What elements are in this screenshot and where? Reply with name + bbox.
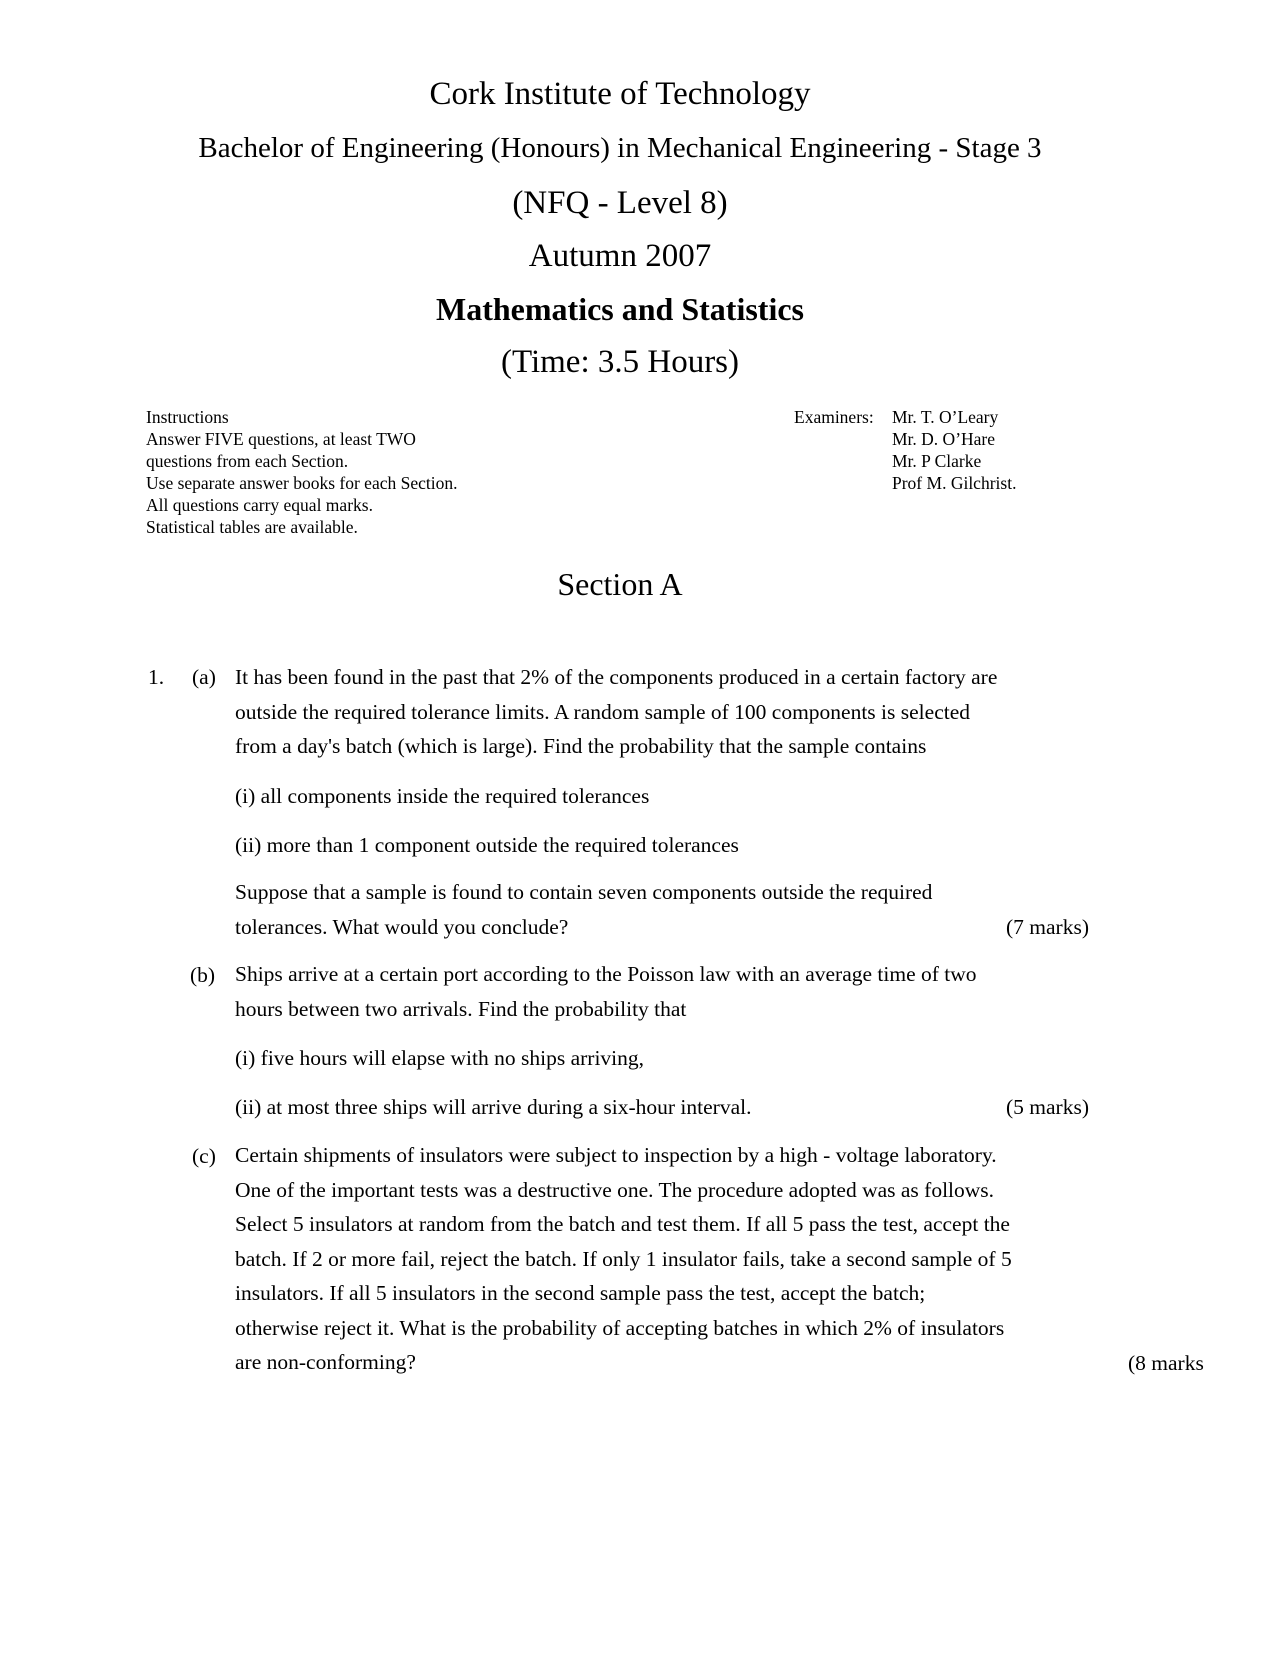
- exam-duration: (Time: 3.5 Hours): [500, 344, 740, 380]
- part-b-intro: [235, 957, 977, 1026]
- instruction-line: questions from each Section.: [146, 451, 349, 471]
- part-c-line: are non-conforming?: [235, 1350, 416, 1374]
- part-c-marks: (8 marks: [1128, 1351, 1204, 1375]
- part-a-line: It has been found in the past that 2% of the components produced in a certain factory are: [235, 665, 998, 689]
- instructions-heading: Instructions: [146, 407, 229, 427]
- examiners-list: [892, 406, 1016, 494]
- part-a-follow-line: tolerances. What would you conclude?: [235, 914, 569, 939]
- subject-title: Mathematics and Statistics: [436, 291, 804, 327]
- part-b-label: (b): [190, 963, 216, 987]
- examiner-name: Prof M. Gilchrist.: [892, 473, 1017, 493]
- part-c-label: (c): [192, 1144, 216, 1168]
- part-a-item-ii: (ii) more than 1 component outside the required tolerances: [235, 833, 739, 857]
- part-b-marks: (5 marks): [1006, 1095, 1089, 1119]
- section-heading: Section A: [557, 566, 683, 602]
- programme-title: Bachelor of Engineering (Honours) in Mechanical Engineering - Stage 3: [198, 132, 1042, 164]
- part-a-marks: (7 marks): [1006, 915, 1089, 939]
- part-a-label: (a): [192, 665, 216, 689]
- part-c-line: batch. If 2 or more fail, reject the batch. If only 1 insulator fails, take a second sample of 5: [235, 1246, 1012, 1271]
- instruction-line: Statistical tables are available.: [146, 517, 358, 537]
- exam-session: Autumn 2007: [528, 238, 712, 274]
- examiners-label: Examiners:: [794, 407, 874, 427]
- part-c-line: Select 5 insulators at random from the batch and test them. If all 5 pass the test, accept the: [235, 1212, 1010, 1236]
- part-a-line: from a day's batch (which is large). Find the probability that the sample contains: [235, 734, 927, 758]
- question-number: 1.: [148, 665, 165, 689]
- part-b-line: Ships arrive at a certain port according to the Poisson law with an average time of two: [235, 962, 977, 986]
- part-a-line: outside the required tolerance limits. A random sample of 100 components is selected: [235, 699, 970, 724]
- examiner-name: Mr. D. O’Hare: [892, 429, 996, 449]
- instruction-line: All questions carry equal marks.: [146, 495, 373, 515]
- part-b-line: hours between two arrivals. Find the probability that: [235, 996, 687, 1021]
- part-b-item-i: (i) five hours will elapse with no ships arriving,: [235, 1046, 645, 1070]
- part-c-line: insulators. If all 5 insulators in the second sample pass the test, accept the batch;: [235, 1281, 926, 1305]
- instructions-block: [146, 406, 457, 538]
- institution-title: Cork Institute of Technology: [429, 76, 811, 112]
- part-c-text: [235, 1138, 1012, 1380]
- examiner-name: Mr. T. O’Leary: [892, 407, 999, 427]
- part-a-follow-line: Suppose that a sample is found to contain seven components outside the required: [235, 880, 933, 904]
- instruction-line: Use separate answer books for each Section.: [146, 473, 458, 493]
- part-a-follow-up: [235, 875, 932, 944]
- nfq-level: (NFQ - Level 8): [512, 185, 728, 221]
- part-a-item-i: (i) all components inside the required tolerances: [235, 784, 650, 808]
- part-c-line: One of the important tests was a destructive one. The procedure adopted was as follows.: [235, 1177, 995, 1202]
- part-a-intro: [235, 660, 997, 764]
- examiner-name: Mr. P Clarke: [892, 451, 982, 471]
- part-c-line: otherwise reject it. What is the probability of accepting batches in which 2% of insulators: [235, 1315, 1005, 1340]
- part-c-line: Certain shipments of insulators were subject to inspection by a high - voltage laboratory.: [235, 1143, 997, 1167]
- part-b-item-ii: (ii) at most three ships will arrive during a six-hour interval.: [235, 1095, 752, 1119]
- instruction-line: Answer FIVE questions, at least TWO: [146, 429, 416, 449]
